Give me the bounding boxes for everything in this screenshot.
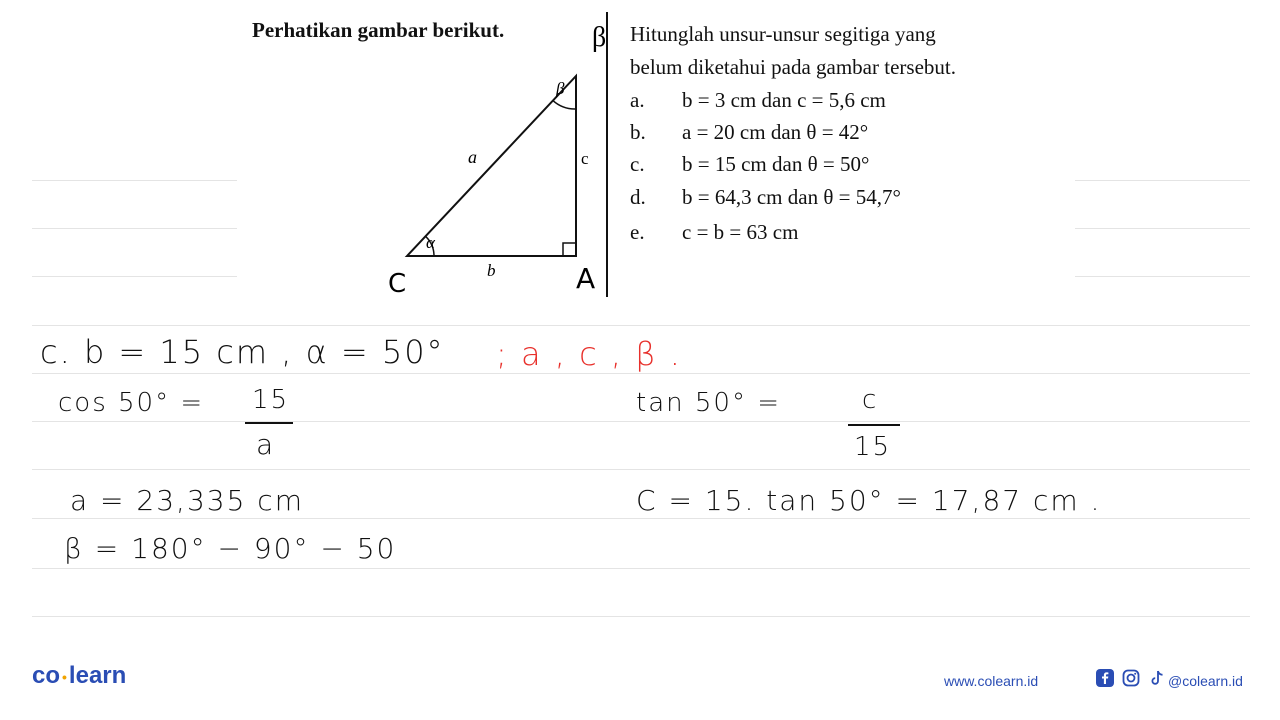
social-icons xyxy=(1095,668,1167,688)
solution-unknowns: ; a , c , β . xyxy=(496,335,682,373)
ruled-line xyxy=(32,469,1250,470)
vertex-c-label: C xyxy=(388,269,407,299)
problem-title: Perhatikan gambar berikut. xyxy=(252,18,505,42)
ruled-line xyxy=(32,180,237,181)
list-item: d. b = 64,3 cm dan θ = 54,7° xyxy=(630,185,901,209)
instruction-line-1: Hitunglah unsur-unsur segitiga yang xyxy=(630,22,936,46)
website-link[interactable]: www.colearn.id xyxy=(944,673,1039,689)
instagram-icon[interactable] xyxy=(1121,668,1141,688)
solution-given: c. b = 15 cm , α = 50° xyxy=(40,333,445,371)
ruled-line xyxy=(32,373,1250,374)
tan-fraction-bar xyxy=(848,424,900,426)
ruled-line xyxy=(1075,228,1250,229)
right-triangle-figure xyxy=(320,14,620,304)
list-item: c. b = 15 cm dan θ = 50° xyxy=(630,152,870,176)
cos-fraction-bar xyxy=(245,422,293,424)
colearn-logo: co •learn xyxy=(32,662,127,689)
ruled-line xyxy=(32,228,237,229)
tiktok-icon[interactable] xyxy=(1147,668,1167,688)
side-c-label: c xyxy=(581,149,589,168)
ruled-line xyxy=(1075,180,1250,181)
tan-fraction-numerator: c xyxy=(862,385,879,415)
side-a-label: a xyxy=(468,147,477,167)
instruction-line-2: belum diketahui pada gambar tersebut. xyxy=(630,55,956,79)
vertex-beta-label: β xyxy=(592,22,607,53)
vertex-a-label: A xyxy=(576,262,596,295)
ruled-line xyxy=(32,325,1250,326)
beta-arc xyxy=(553,101,576,109)
side-b-label: b xyxy=(487,261,496,280)
cos-fraction-numerator: 15 xyxy=(252,385,290,415)
tan-equation-lhs: tan 50° = xyxy=(636,388,782,418)
ruled-line xyxy=(32,276,237,277)
cos-equation-lhs: cos 50° = xyxy=(58,388,205,418)
ruled-line xyxy=(1075,276,1250,277)
list-item: e. c = b = 63 cm xyxy=(630,220,799,244)
ruled-line xyxy=(32,518,1250,519)
angle-alpha-label: α xyxy=(426,233,435,252)
right-angle-marker xyxy=(563,243,576,256)
a-result: a = 23,335 cm xyxy=(70,484,304,517)
list-item: a. b = 3 cm dan c = 5,6 cm xyxy=(630,88,886,112)
list-item: b. a = 20 cm dan θ = 42° xyxy=(630,120,869,144)
triangle-outline xyxy=(407,76,576,256)
c-result: C = 15. tan 50° = 17,87 cm . xyxy=(636,484,1102,517)
ruled-line xyxy=(32,421,1250,422)
facebook-icon[interactable] xyxy=(1095,668,1115,688)
ruled-line xyxy=(32,568,1250,569)
cos-fraction-denominator: a xyxy=(256,428,276,461)
beta-calculation: β = 180° − 90° − 50 xyxy=(64,532,397,565)
ruled-line xyxy=(32,616,1250,617)
social-handle[interactable]: @colearn.id xyxy=(1168,673,1243,689)
tan-fraction-denominator: 15 xyxy=(854,432,892,462)
column-divider xyxy=(606,12,608,297)
angle-beta-label: β xyxy=(556,79,565,98)
